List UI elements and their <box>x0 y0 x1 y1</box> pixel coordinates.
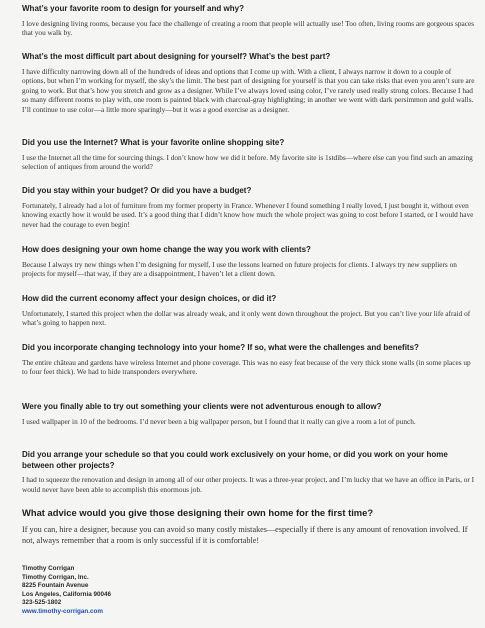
answer: The entire château and gardens have wireless Internet and phone coverage. This was no easy feat because of the very thick stone walls (in some places up to four feet thick). We had to hide transponders everywhere. <box>22 357 471 377</box>
answer: Fortunately, I already had a lot of furniture from my former property in France. Whenever I found something I really loved, I just bought it, without even knowing exactly how it would be used. It’s a good thing that I didn’t know how much the whole project was going to cost before I started, or I would have never had the courage to even begin! <box>22 200 474 229</box>
answer: Because I always try new things when I’m designing for myself, I use the lessons learned on future projects for clients. I always try new suppliers on projects for myself—that way, if they are a disappointment, I haven’t let a client down. <box>22 259 457 279</box>
answer: I have difficulty narrowing down all of the hundreds of ideas and options that I come up with. With a client, I always narrow it down to a couple of options, but when I’m working for myself, the sky’s the limit. The best part of designing for yourself is that you can take risks that even you aren’t sure are going to work. But that’s how you stretch and grow as a designer. While I’ve always loved using color, I’ve rarely used really strong colors. Because I had so many different rooms to play with, one room is painted black with charcoal-gray highlighting; in another we went with dark persimmon and gold walls. I’ll continue to use color—a little more sparingly—but it was a good exercise as a designer. <box>22 66 475 114</box>
qa-block-economy <box>22 294 476 328</box>
signature-website-link[interactable]: www.timothy-corrigan.com <box>22 607 103 615</box>
qa-block-advice <box>22 507 476 546</box>
question: What advice would you give those designing their own home for the first time? <box>22 507 374 518</box>
qa-block-favorite-room <box>22 4 476 38</box>
signature-phone: 323-525-1802 <box>22 599 62 607</box>
question: Did you incorporate changing technology into your home? If so, what were the challenges and benefits? <box>22 343 419 352</box>
signature-block <box>22 565 111 617</box>
signature-company: Timothy Corrigan, Inc. <box>22 573 89 581</box>
signature-name: Timothy Corrigan <box>22 565 75 572</box>
question: Did you stay within your budget? Or did you have a budget? <box>22 186 252 195</box>
qa-block-difficult-part <box>22 52 476 114</box>
qa-block-clients <box>22 245 476 279</box>
answer: I use the Internet all the time for sourcing things. I don’t know how we did it before. My favorite site is 1stdibs—where else can you find such an amazing selection of antiques from around the world? <box>22 152 473 172</box>
qa-block-budget <box>22 186 476 229</box>
question: How did the current economy affect your design choices, or did it? <box>22 294 277 303</box>
question: Did you arrange your schedule so that you could work exclusively on your home, or did you work on your home between other projects? <box>22 450 448 470</box>
answer: I used wallpaper in 10 of the bedrooms. I’d never been a big wallpaper person, but I found that it really can give a room a lot of punch. <box>22 416 416 426</box>
answer: I had to squeeze the renovation and design in among all of our other projects. It was a three-year project, and I’m lucky that we have an office in Paris, or I would never have been able to accomplish this enormous job. <box>22 475 475 494</box>
question: Were you finally able to try out something your clients were not adventurous enough to allow? <box>22 402 382 411</box>
qa-block-adventurous <box>22 402 476 426</box>
answer: Unfortunately, I started this project when the dollar was already weak, and it only went down throughout the project. But you can’t live your life afraid of what’s going to happen next. <box>22 308 471 328</box>
question: How does designing your own home change the way you work with clients? <box>22 245 311 254</box>
signature-city: Los Angeles, California 90046 <box>22 590 112 598</box>
qa-block-schedule <box>22 450 476 494</box>
answer: If you can, hire a designer, because you can avoid so many costly mistakes—especially if there is any amount of renovation involved. If not, always remember that a room is only successful if it is comfortable! <box>22 525 468 545</box>
question: What’s the most difficult part about designing for yourself? What’s the best part? <box>22 52 331 61</box>
qa-block-internet <box>22 138 476 172</box>
signature-street: 8225 Fountain Avenue <box>22 582 89 590</box>
qa-block-technology <box>22 343 476 377</box>
question: Did you use the Internet? What is your favorite online shopping site? <box>22 138 285 147</box>
question: What’s your favorite room to design for yourself and why? <box>22 4 244 13</box>
answer: I love designing living rooms, because you face the challenge of creating a room that people will actually use! Too often, living rooms are gorgeous spaces that you walk by. <box>22 18 475 38</box>
